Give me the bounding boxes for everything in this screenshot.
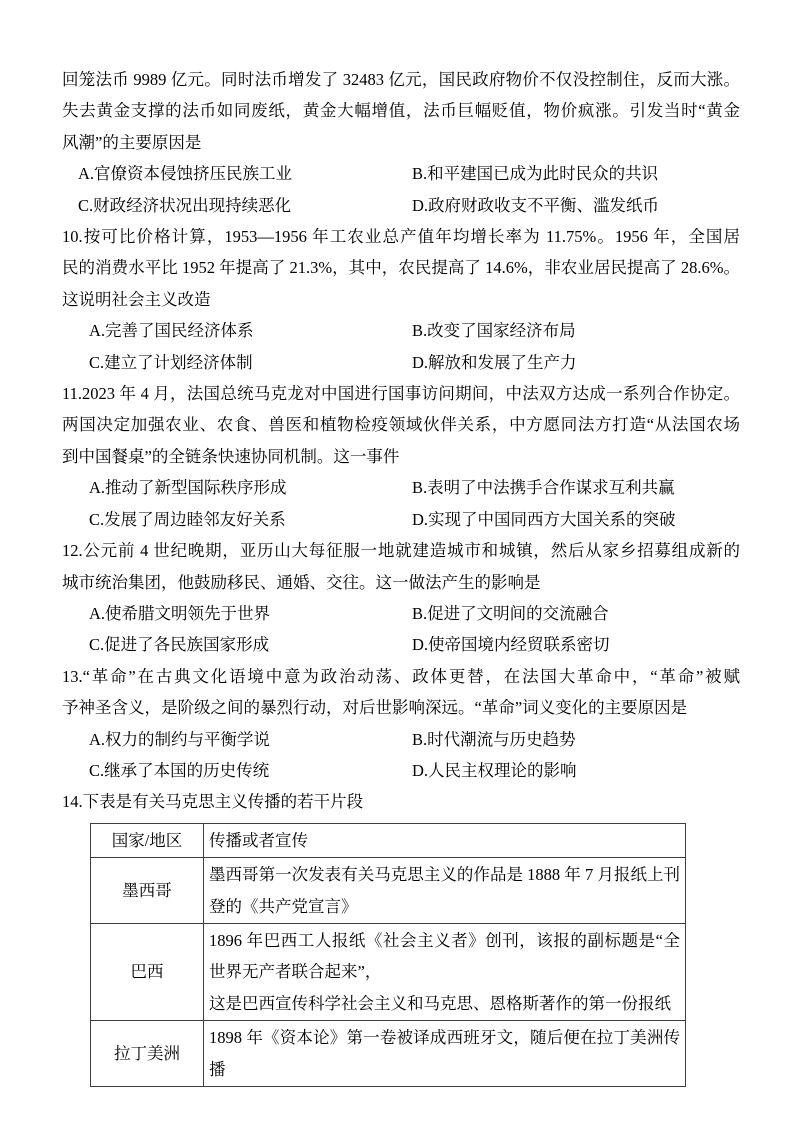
- stem-line: 12.公元前 4 世纪晚期，亚历山大每征服一地就建造城市和城镇，然后从家乡招募组成新的: [62, 541, 740, 561]
- options-row: [62, 598, 740, 629]
- stem-line: 两国决定加强农业、农食、兽医和植物检疫领域伙伴关系，中方愿同法方打造“从法国农场: [62, 415, 740, 435]
- content-line: 1896 年巴西工人报纸《社会主义者》创刊，该报的副标题是“全世界无产者联合起来”，: [209, 930, 680, 982]
- option-c: C.发展了周边睦邻友好关系: [89, 509, 286, 529]
- table-row: [91, 923, 686, 1020]
- marxism-spread-table: [90, 823, 686, 1087]
- option-b: B.促进了文明间的交流融合: [412, 603, 609, 623]
- option-b: B.表明了中法携手合作谋求互利共赢: [412, 478, 675, 498]
- content-cell: [204, 858, 686, 924]
- question-11: [62, 378, 740, 535]
- options-row: [62, 158, 740, 189]
- table-header-row: [91, 823, 686, 857]
- option-a: A.完善了国民经济体系: [89, 321, 254, 341]
- stem-line: 11.2023 年 4 月，法国总统马克龙对中国进行国事访问期间，中法双方达成一系列合作协定。: [62, 384, 740, 404]
- header-content: 传播或者宣传: [204, 823, 686, 857]
- content-line: 1898 年《资本论》第一卷被译成西班牙文，随后便在拉丁美洲传播: [209, 1028, 680, 1079]
- question-10: [62, 221, 740, 378]
- question-9: [62, 64, 740, 221]
- stem-line: 14.下表是有关马克思主义传播的若干片段: [62, 792, 364, 812]
- stem-line: 这说明社会主义改造: [62, 289, 211, 309]
- stem-line: 失去黄金支撑的法币如同废纸，黄金大幅增值，法币巨幅贬值，物价疯涨。引发当时“黄金: [62, 101, 740, 121]
- option-d: D.实现了中国同西方大国关系的突破: [412, 509, 676, 529]
- options-row: [62, 724, 740, 755]
- content-line: 这是巴西宣传科学社会主义和马克思、恩格斯著作的第一份报纸: [209, 993, 671, 1013]
- option-c: C.财政经济状况出现持续恶化: [78, 195, 292, 215]
- option-d: D.解放和发展了生产力: [412, 352, 577, 372]
- stem-line: 回笼法币 9989 亿元。同时法币增发了 32483 亿元，国民政府物价不仅没控制住，反而大涨。: [62, 70, 740, 89]
- options-row: [62, 629, 740, 660]
- option-b: B.时代潮流与历史趋势: [412, 729, 576, 749]
- option-a: A.使希腊文明领先于世界: [89, 603, 271, 623]
- option-b: B.和平建国已成为此时民众的共识: [412, 164, 659, 184]
- options-row: [62, 472, 740, 503]
- question-14: [62, 786, 740, 1087]
- stem-line: 到中国餐桌”的全链条快速协同机制。这一事件: [62, 446, 400, 466]
- option-b: B.改变了国家经济布局: [412, 321, 576, 341]
- region-cell: 拉丁美洲: [91, 1021, 204, 1087]
- options-row: [62, 755, 740, 786]
- question-12: [62, 535, 740, 661]
- options-row: [62, 347, 740, 378]
- table-row: [91, 1021, 686, 1087]
- options-row: [62, 504, 740, 535]
- stem-line: 民的消费水平比 1952 年提高了 21.3%，其中，农民提高了 14.6%，非农业居民提高了 28.6%。: [62, 258, 740, 278]
- content-cell: [204, 1021, 686, 1087]
- stem-line: 10.按可比价格计算，1953—1956 年工农业总产值年均增长率为 11.75%。1956 年，全国居: [62, 227, 740, 247]
- option-c: C.继承了本国的历史传统: [89, 760, 270, 780]
- options-row: [62, 315, 740, 346]
- stem-line: 城市统治集团，他鼓励移民、通婚、交往。这一做法产生的影响是: [62, 572, 541, 592]
- stem-line: 13.“革命”在古典文化语境中意为政治动荡、政体更替，在法国大革命中，“革命”被赋: [62, 666, 740, 686]
- option-c: C.建立了计划经济体制: [89, 352, 253, 372]
- region-cell: 巴西: [91, 923, 204, 1020]
- table-row: [91, 858, 686, 924]
- stem-line: 予神圣含义，是阶级之间的暴烈行动，对后世影响深远。“革命”词义变化的主要原因是: [62, 698, 688, 718]
- option-a: A.推动了新型国际秩序形成: [89, 478, 287, 498]
- option-d: D.使帝国境内经贸联系密切: [412, 635, 610, 655]
- option-a: A.权力的制约与平衡学说: [89, 729, 271, 749]
- header-region: 国家/地区: [91, 823, 204, 857]
- option-d: D.政府财政收支不平衡、滥发纸币: [412, 195, 660, 215]
- stem-line: 风潮”的主要原因是: [62, 132, 202, 152]
- option-c: C.促进了各民族国家形成: [89, 635, 270, 655]
- content-line: 墨西哥第一次发表有关马克思主义的作品是 1888 年 7 月报纸上刊登的《共产党宣言》: [209, 865, 680, 916]
- question-13: [62, 661, 740, 787]
- region-cell: 墨西哥: [91, 858, 204, 924]
- option-d: D.人民主权理论的影响: [412, 760, 577, 780]
- content-cell: [204, 923, 686, 1020]
- option-a: A.官僚资本侵蚀挤压民族工业: [78, 164, 293, 184]
- options-row: [62, 190, 740, 221]
